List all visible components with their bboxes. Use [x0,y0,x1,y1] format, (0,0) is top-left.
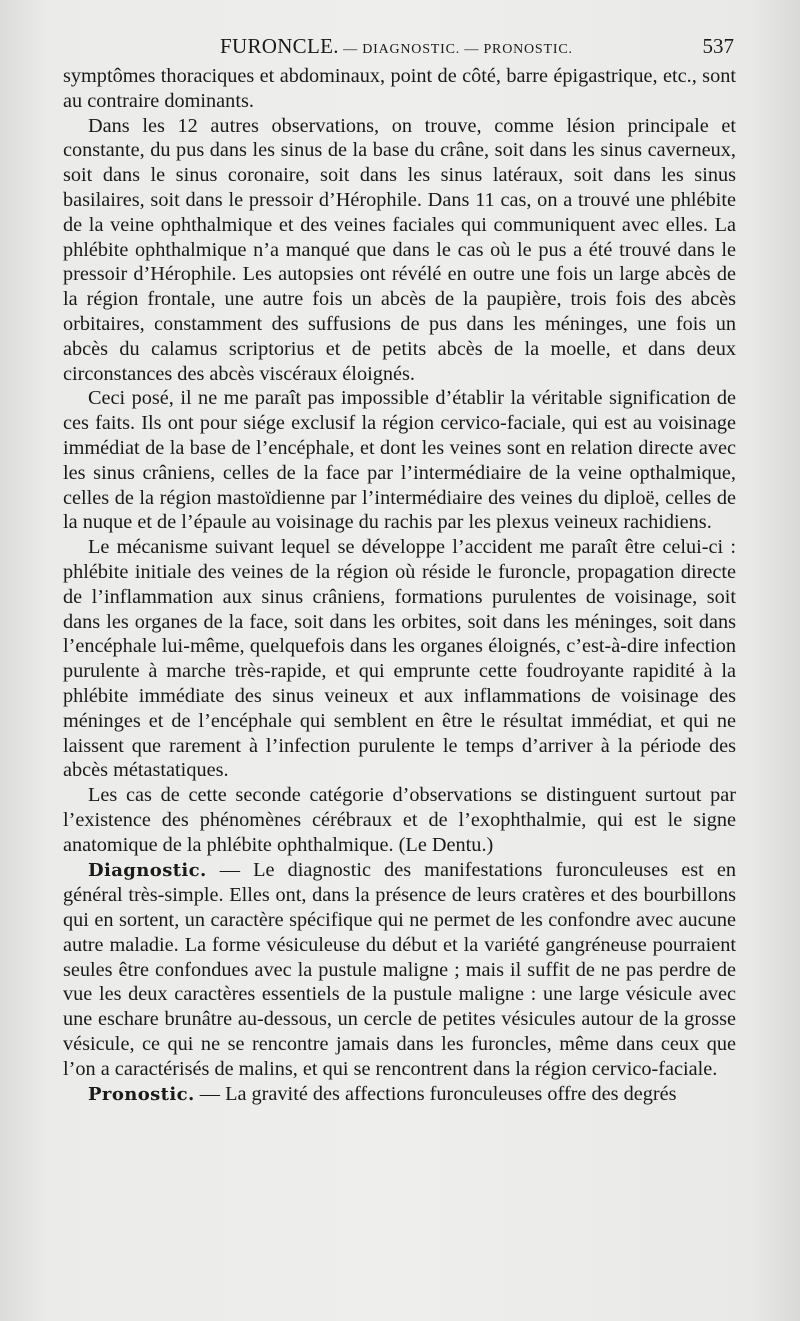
body-text [63,64,736,1107]
running-title-sep-2: — [460,42,484,57]
running-header [62,34,736,58]
paragraph-diagnostic [63,858,736,1082]
running-title-main: FURONCLE. [220,34,339,58]
running-title-sep-1: — [338,42,363,57]
section-heading-pronostic: Pronostic. [88,1083,195,1105]
running-title-diagnostic: DIAGNOSTIC. [362,42,461,57]
paragraph-interpretation: Ceci posé, il ne me paraît pas impossible d’établir la véritable signification de ces faits. Ils ont pour siége exclusif la région cervico-faciale, qui est au voisinage immédiat de la base de l’encéphale, et dont les veines sont en relation directe avec les sinus crâniens, celles de la face par l’intermédiaire de la veine opthalmique, celles de la région mastoïdienne par l’intermédiaire des veines du diploë, celles de la nuque et de l’épaule au voisinage du rachis par les plexus veineux rachidiens. [63,387,736,534]
running-title-pronostic: PRONOSTIC. [483,42,573,57]
paragraph-pronostic [63,1082,736,1108]
paragraph-mechanism: Le mécanisme suivant lequel se développe l’accident me paraît être celui-ci : phlébite initiale des veines de la région où réside le furoncle, propagation directe de l’inflammation aux sinus crâniens, formations purulentes de voisinage, soit dans les organes de la face, soit dans les orbites, soit dans les méninges, soit dans l’encéphale lui-même, quelquefois dans les organes éloignés, c’est-à-dire infection purulente à marche très-rapide, et qui emprunte cette foudroyante rapidité à la phlébite immédiate des sinus veineux et aux inflammations de voisinage des méninges et de l’encéphale qui semblent en être le résultat immédiat, et qui ne laissent que rarement à l’infection purulente le temps d’arriver à la période des abcès métastatiques. [63,536,736,782]
section-heading-diagnostic: Diagnostic. [88,859,207,881]
pronostic-text: — La gravité des affections furonculeuses offre des degrés [194,1082,677,1105]
running-title [220,34,573,62]
paragraph-continuation: symptômes thoraciques et abdominaux, point de côté, barre épigastrique, etc., sont au contraire dominants. [63,65,736,112]
page-number: 537 [702,34,734,58]
diagnostic-text: — Le diagnostic des manifestations furonculeuses est en général très-simple. Elles ont, dans la présence de leurs cratères et des bourbillons qui en sortent, un caractère spécifique qui ne permet de les confondre avec aucune autre maladie. La forme vésiculeuse du début et la variété gangréneuse pourraient seules être confondues avec la pustule maligne ; mais il suffit de ne pas perdre de vue les deux caractères essentiels de la pustule maligne : une large vésicule avec une eschare brunâtre au-dessous, un cercle de petites vésicules autour de la grosse vésicule, ce qui ne se rencontre jamais dans les furoncles, même dans ceux que l’on a caractérisés de malins, et qui se rencontrent dans la région cervico-faciale. [63,858,736,1080]
paragraph-autopsy-findings: Dans les 12 autres observations, on trouve, comme lésion principale et constante, du pus dans les sinus de la base du crâne, soit dans les sinus caverneux, soit dans le sinus coronaire, soit dans les sinus latéraux, soit dans les sinus basilaires, soit dans le pressoir d’Hérophile. Dans 11 cas, on a trouvé une phlébite de la veine ophthalmique et des veines faciales qui communiquent avec elles. La phlébite ophthalmique n’a manqué que dans le cas où le pus a été trouvé dans le pressoir d’Hérophile. Les autopsies ont révélé en outre une fois un large abcès de la région frontale, une autre fois un abcès de la paupière, trois fois des abcès orbitaires, constamment des suffusions de pus dans les méninges, une fois un abcès du calamus scriptorius et de petits abcès de la moelle, et dans deux circonstances des abcès viscéraux éloignés. [63,114,736,385]
paragraph-second-category: Les cas de cette seconde catégorie d’observations se distinguent surtout par l’existence des phénomènes cérébraux et de l’exophthalmie, qui est le signe anatomique de la phlébite ophthalmique. (Le Dentu.) [63,784,736,856]
